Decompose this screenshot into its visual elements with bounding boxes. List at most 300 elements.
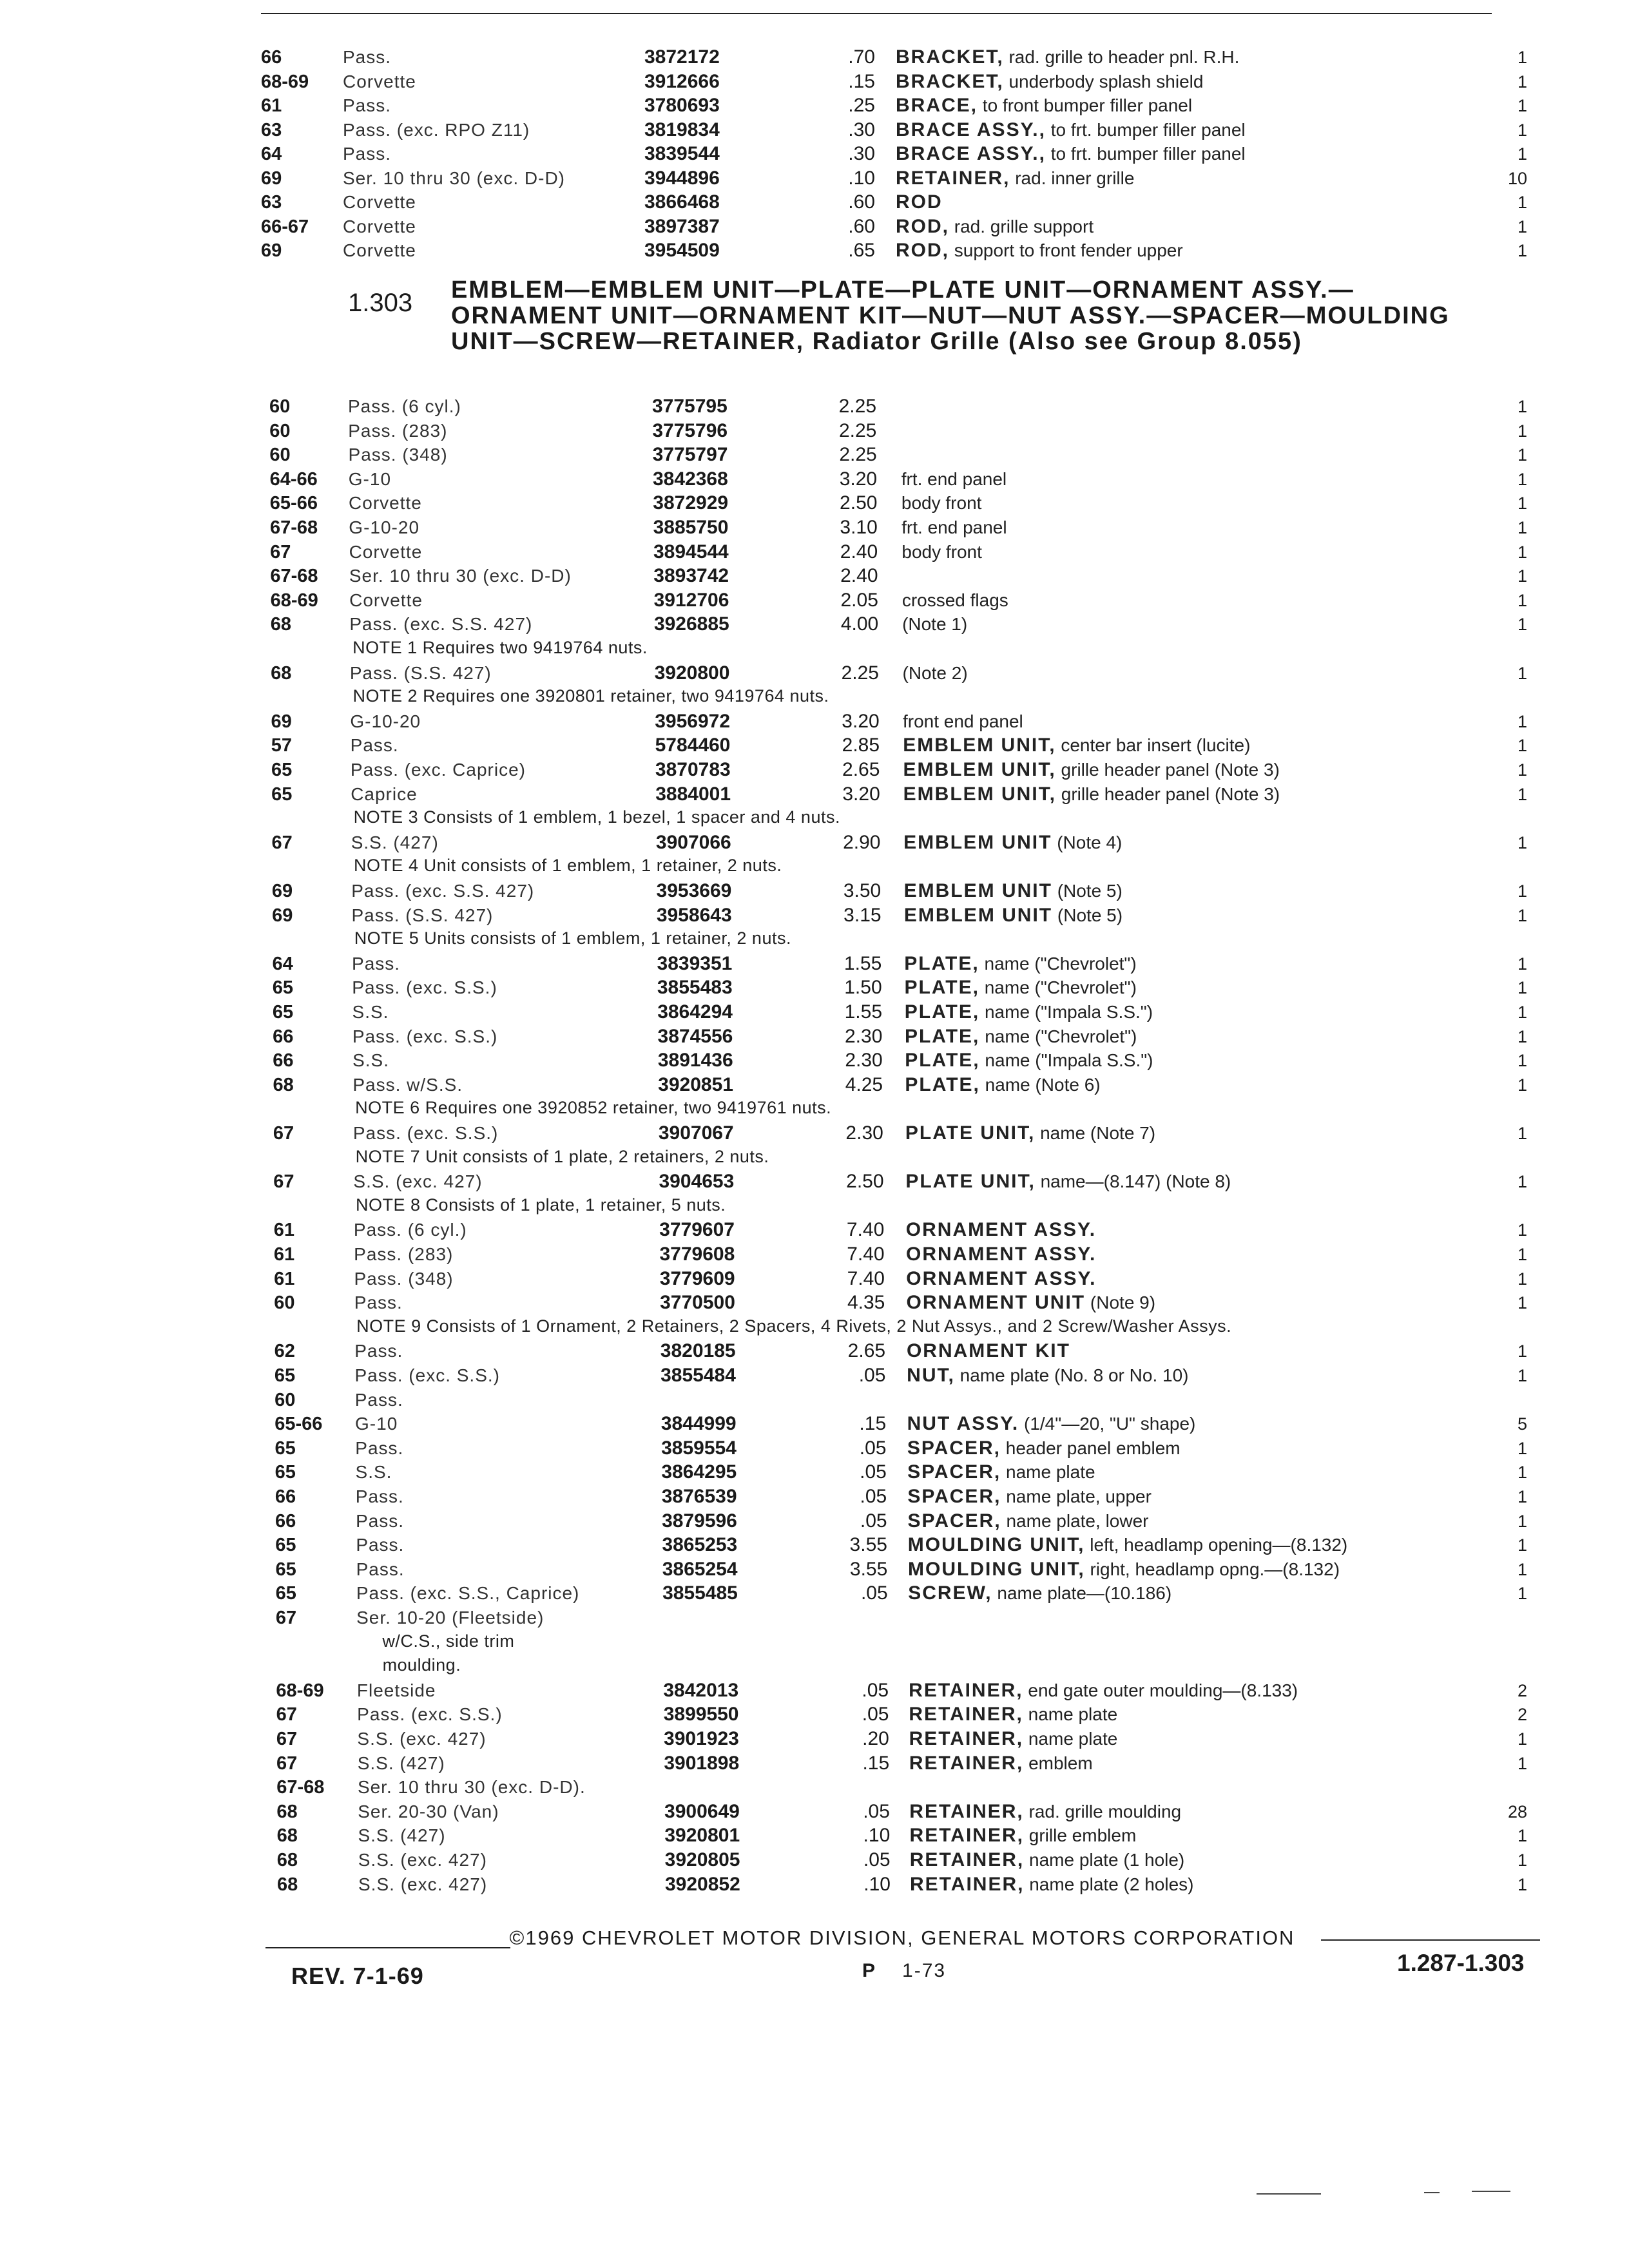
part-name: PLATE, bbox=[904, 1001, 980, 1023]
part-number-cell: 3842013 bbox=[663, 1679, 739, 1701]
part-detail: name plate (1 hole) bbox=[1029, 1850, 1185, 1870]
section-number: 1.303 bbox=[348, 289, 413, 317]
table-row bbox=[0, 1485, 1629, 1509]
table-row bbox=[0, 419, 1629, 443]
description-cell bbox=[902, 588, 1008, 613]
part-number-cell: 3839351 bbox=[657, 952, 733, 974]
table-row bbox=[0, 166, 1629, 191]
part-name: ROD bbox=[896, 191, 943, 213]
model-cell: Pass. (6 cyl.) bbox=[348, 396, 461, 416]
table-row bbox=[0, 1581, 1629, 1606]
table-row bbox=[0, 118, 1629, 142]
price-cell: 7.40 bbox=[847, 1267, 885, 1289]
quantity-cell: 1 bbox=[1517, 1463, 1527, 1483]
part-number-cell: 3926885 bbox=[653, 613, 729, 635]
table-row bbox=[0, 1557, 1629, 1582]
model-cell: Pass. bbox=[354, 1293, 403, 1313]
part-name: SPACER, bbox=[907, 1461, 1001, 1483]
part-number-cell: 3820185 bbox=[660, 1340, 736, 1362]
table-row bbox=[0, 1823, 1629, 1848]
part-detail: name plate bbox=[1006, 1462, 1095, 1483]
part-number-cell: 3865254 bbox=[662, 1558, 738, 1580]
description-cell bbox=[908, 1509, 1149, 1533]
part-number-cell: 3770500 bbox=[660, 1292, 735, 1314]
model-cell: Corvette bbox=[343, 192, 416, 212]
model-cell: Corvette bbox=[343, 216, 416, 236]
part-name: NUT ASSY. bbox=[907, 1413, 1019, 1435]
part-detail: (Note 5) bbox=[1057, 881, 1123, 901]
price-cell: 7.40 bbox=[847, 1244, 885, 1265]
section-title-sub: Radiator Grille (Also see Group 8.055) bbox=[812, 328, 1302, 355]
part-detail: (Note 9) bbox=[1090, 1293, 1156, 1313]
part-number-cell: 3893742 bbox=[653, 565, 729, 587]
table-row bbox=[0, 238, 1629, 263]
table-row bbox=[0, 1339, 1629, 1363]
table-row bbox=[0, 588, 1629, 613]
year-cell: 57 bbox=[271, 735, 293, 756]
footnote: NOTE 1 Requires two 9419764 nuts. bbox=[352, 638, 648, 657]
quantity-cell: 1 bbox=[1517, 1511, 1527, 1531]
price-cell: .05 bbox=[860, 1582, 888, 1604]
price-cell: 2.25 bbox=[841, 662, 879, 684]
model-continuation: moulding. bbox=[382, 1655, 461, 1675]
price-cell: .30 bbox=[848, 119, 875, 140]
price-cell: 3.20 bbox=[842, 783, 880, 805]
price-cell: 2.30 bbox=[845, 1050, 883, 1072]
quantity-cell: 1 bbox=[1517, 1559, 1527, 1579]
table-row bbox=[0, 515, 1629, 540]
quantity-cell: 1 bbox=[1517, 832, 1527, 852]
footnote: NOTE 3 Consists of 1 emblem, 1 bezel, 1 spacer and 4 nuts. bbox=[353, 807, 840, 827]
year-cell: 65-66 bbox=[269, 493, 318, 514]
table-row bbox=[0, 45, 1629, 70]
description-cell bbox=[903, 782, 1280, 807]
price-cell: 7.40 bbox=[846, 1219, 885, 1241]
table-row bbox=[0, 733, 1629, 758]
price-cell: .05 bbox=[860, 1510, 887, 1532]
part-detail: name ("Impala S.S.") bbox=[984, 1002, 1153, 1022]
quantity-cell: 1 bbox=[1517, 615, 1527, 635]
price-cell: 4.00 bbox=[840, 613, 879, 635]
price-cell: 3.20 bbox=[839, 468, 878, 490]
year-cell: 65 bbox=[275, 1462, 296, 1483]
price-cell: 3.20 bbox=[842, 710, 880, 732]
table-row bbox=[0, 975, 1629, 1000]
year-cell: 68-69 bbox=[276, 1680, 324, 1701]
quantity-cell: 1 bbox=[1517, 1269, 1527, 1289]
price-cell: 2.65 bbox=[847, 1340, 886, 1362]
model-cell: Pass. (exc. S.S.) bbox=[352, 1026, 498, 1046]
model-cell: Corvette bbox=[349, 590, 423, 610]
part-name: EMBLEM UNIT bbox=[903, 904, 1053, 926]
description-cell bbox=[907, 1485, 1152, 1509]
part-number-cell: 3953669 bbox=[656, 880, 732, 901]
part-name: NUT, bbox=[907, 1365, 955, 1386]
model-cell: Pass. (283) bbox=[354, 1244, 454, 1264]
description-cell bbox=[905, 1073, 1100, 1097]
price-cell: 2.50 bbox=[846, 1171, 884, 1193]
description-cell bbox=[896, 238, 1183, 263]
table-row bbox=[0, 612, 1629, 637]
part-detail: body front bbox=[901, 493, 982, 514]
part-detail: end gate outer moulding—(8.133) bbox=[1028, 1680, 1298, 1700]
model-cell: Pass. (exc. Caprice) bbox=[350, 760, 526, 780]
price-cell: 2.25 bbox=[838, 396, 876, 417]
footnote: NOTE 2 Requires one 3920801 retainer, two 9419764 nuts. bbox=[352, 686, 829, 706]
price-cell: 2.30 bbox=[844, 1025, 883, 1047]
table-row bbox=[0, 1169, 1629, 1194]
year-cell: 65 bbox=[275, 1535, 296, 1556]
part-name: RETAINER, bbox=[910, 1873, 1025, 1895]
model-cell: Pass. bbox=[343, 95, 392, 115]
part-detail: (Note 4) bbox=[1057, 832, 1123, 852]
table-row bbox=[0, 1509, 1629, 1533]
description-cell bbox=[908, 1533, 1347, 1557]
quantity-cell: 1 bbox=[1517, 1729, 1527, 1749]
model-cell: Pass. bbox=[343, 144, 392, 164]
price-cell: .10 bbox=[863, 1825, 891, 1847]
section-title-main: EMBLEM—EMBLEM UNIT—PLATE—PLATE UNIT—ORNAMENT ASSY.—ORNAMENT UNIT—ORNAMENT KIT—NUT—NUT ASSY.—SPACER—MOULDING UNIT—SCREW—RETAINER, bbox=[451, 276, 1450, 355]
quantity-cell: 1 bbox=[1517, 1874, 1527, 1894]
part-detail: name (Note 7) bbox=[1040, 1123, 1156, 1143]
part-detail: grille header panel (Note 3) bbox=[1061, 783, 1280, 804]
description-cell bbox=[904, 879, 1123, 903]
part-detail: rad. inner grille bbox=[1015, 168, 1135, 188]
part-detail: name plate—(10.186) bbox=[997, 1583, 1172, 1604]
part-number-cell: 3901898 bbox=[664, 1752, 740, 1774]
year-cell: 67-68 bbox=[269, 517, 318, 538]
table-row bbox=[0, 831, 1629, 855]
model-cell: Caprice bbox=[351, 783, 418, 804]
part-number-cell: 3894544 bbox=[653, 541, 729, 562]
year-cell: 62 bbox=[274, 1341, 295, 1362]
quantity-cell: 1 bbox=[1517, 48, 1527, 67]
page-number-value: 1-73 bbox=[902, 1960, 947, 1981]
model-cell: Pass. (S.S. 427) bbox=[351, 905, 494, 925]
model-cell: Pass. (S.S. 427) bbox=[349, 662, 492, 683]
part-name: RETAINER, bbox=[909, 1825, 1024, 1847]
model-cell: Pass. bbox=[343, 47, 392, 67]
part-name: ORNAMENT ASSY. bbox=[905, 1219, 1097, 1241]
quantity-cell: 1 bbox=[1517, 144, 1527, 164]
year-cell: 68 bbox=[270, 614, 292, 635]
part-name: PLATE, bbox=[904, 977, 979, 999]
model-cell: S.S. bbox=[352, 1002, 389, 1022]
table-row bbox=[0, 394, 1629, 419]
part-number-cell: 3944896 bbox=[644, 167, 720, 189]
part-number-cell: 3780693 bbox=[644, 95, 720, 116]
description-cell bbox=[905, 1024, 1137, 1049]
price-cell: 2.25 bbox=[839, 444, 877, 466]
description-cell bbox=[905, 975, 1137, 1000]
part-number-cell: 3842368 bbox=[652, 468, 728, 490]
model-cell: G-10-20 bbox=[349, 517, 420, 537]
year-cell: 67 bbox=[273, 1123, 294, 1144]
quantity-cell: 1 bbox=[1517, 518, 1527, 537]
footer-rule-right bbox=[1321, 1939, 1540, 1941]
price-cell: 1.50 bbox=[844, 977, 882, 999]
model-cell: S.S. (exc. 427) bbox=[353, 1171, 483, 1192]
part-detail: name plate bbox=[1028, 1729, 1118, 1749]
table-row bbox=[0, 952, 1629, 976]
quantity-cell: 1 bbox=[1517, 445, 1527, 465]
quantity-cell: 1 bbox=[1517, 760, 1527, 780]
part-name: MOULDING UNIT, bbox=[907, 1534, 1085, 1556]
year-cell: 66 bbox=[275, 1486, 296, 1507]
price-cell: .60 bbox=[848, 215, 875, 237]
quantity-cell: 1 bbox=[1517, 711, 1527, 731]
year-cell: 64 bbox=[272, 953, 293, 974]
table-row bbox=[0, 1702, 1629, 1727]
part-detail: name ("Chevrolet") bbox=[984, 953, 1137, 974]
part-detail: (Note 2) bbox=[902, 662, 968, 683]
price-cell: 2.50 bbox=[840, 492, 878, 514]
model-cell: G-10 bbox=[348, 468, 392, 489]
quantity-cell: 1 bbox=[1517, 241, 1527, 260]
description-cell bbox=[905, 1169, 1231, 1194]
part-number-cell: 3885750 bbox=[653, 517, 729, 538]
quantity-cell: 1 bbox=[1517, 193, 1527, 212]
year-cell: 68 bbox=[276, 1850, 298, 1870]
year-cell: 65 bbox=[275, 1559, 296, 1580]
quantity-cell: 1 bbox=[1517, 784, 1527, 804]
model-cell: Ser. 10 thru 30 (exc. D-D) bbox=[343, 168, 566, 188]
quantity-cell: 1 bbox=[1517, 1584, 1527, 1604]
price-cell: .05 bbox=[862, 1679, 889, 1701]
part-detail: emblem bbox=[1028, 1753, 1093, 1773]
part-name: ORNAMENT UNIT bbox=[906, 1292, 1086, 1314]
year-cell: 67 bbox=[275, 1608, 297, 1628]
table-row bbox=[0, 1727, 1629, 1751]
year-cell: 63 bbox=[261, 192, 282, 213]
price-cell: .30 bbox=[848, 143, 875, 164]
model-cell: Pass. (348) bbox=[354, 1268, 454, 1289]
year-cell: 69 bbox=[261, 240, 282, 261]
description-cell bbox=[904, 903, 1123, 928]
part-number-cell: 3907066 bbox=[655, 831, 731, 853]
year-cell: 65 bbox=[271, 760, 293, 780]
year-cell: 65 bbox=[275, 1437, 296, 1459]
part-name: RETAINER, bbox=[909, 1728, 1024, 1749]
description-cell bbox=[901, 515, 1007, 540]
part-number-cell: 3920805 bbox=[664, 1849, 740, 1870]
year-cell: 61 bbox=[273, 1244, 295, 1265]
table-row bbox=[0, 1024, 1629, 1049]
price-cell: .15 bbox=[862, 1752, 890, 1774]
part-number-cell: 3884001 bbox=[655, 783, 731, 805]
part-number-cell: 3865253 bbox=[662, 1534, 738, 1556]
part-detail: rad. grille moulding bbox=[1028, 1801, 1182, 1821]
page-number bbox=[862, 1960, 946, 1982]
year-cell: 60 bbox=[275, 1389, 296, 1410]
quantity-cell: 1 bbox=[1517, 397, 1527, 416]
model-cell: Pass. (exc. S.S. 427) bbox=[349, 614, 533, 635]
description-cell bbox=[896, 142, 1246, 166]
part-detail: support to front fender upper bbox=[954, 240, 1183, 260]
model-cell: Pass. (283) bbox=[348, 420, 448, 441]
model-cell: Ser. 20-30 (Van) bbox=[358, 1801, 499, 1821]
footnote: NOTE 6 Requires one 3920852 retainer, two 9419761 nuts. bbox=[355, 1098, 832, 1118]
year-cell: 69 bbox=[271, 881, 293, 901]
model-cell: Pass. bbox=[356, 1559, 405, 1579]
part-number-cell: 3864295 bbox=[661, 1461, 737, 1483]
part-detail: name ("Chevrolet") bbox=[984, 977, 1137, 998]
table-row bbox=[0, 491, 1629, 515]
part-detail: center bar insert (lucite) bbox=[1061, 735, 1251, 756]
part-name: RETAINER, bbox=[909, 1679, 1023, 1701]
part-detail: to frt. bumper filler panel bbox=[1050, 144, 1246, 164]
table-row bbox=[0, 758, 1629, 782]
description-cell bbox=[906, 1267, 1096, 1291]
year-cell: 65 bbox=[271, 783, 293, 805]
year-cell: 67 bbox=[271, 832, 293, 853]
year-cell: 68 bbox=[273, 1074, 294, 1095]
quantity-cell: 1 bbox=[1517, 954, 1527, 974]
quantity-cell: 5 bbox=[1517, 1414, 1527, 1434]
table-row bbox=[0, 1606, 1629, 1630]
part-number-cell: 3844999 bbox=[660, 1413, 737, 1435]
price-cell: 4.35 bbox=[847, 1292, 885, 1314]
price-cell: .05 bbox=[858, 1365, 886, 1386]
part-detail: body front bbox=[901, 541, 982, 562]
part-number-cell: 3897387 bbox=[644, 215, 720, 237]
model-cell: Pass. (exc. RPO Z11) bbox=[343, 119, 530, 140]
price-cell: .05 bbox=[860, 1486, 887, 1507]
quantity-cell: 1 bbox=[1517, 1003, 1527, 1022]
section-range: 1.287-1.303 bbox=[1397, 1950, 1525, 1976]
description-cell bbox=[907, 1460, 1095, 1485]
year-cell: 65-66 bbox=[275, 1414, 323, 1435]
part-name: BRACKET, bbox=[896, 46, 1004, 68]
description-cell bbox=[906, 1218, 1096, 1242]
year-cell: 66-67 bbox=[261, 216, 309, 237]
description-cell bbox=[901, 467, 1007, 492]
quantity-cell: 1 bbox=[1517, 542, 1527, 562]
description-cell bbox=[901, 540, 982, 564]
part-number-cell: 3899550 bbox=[663, 1704, 739, 1725]
quantity-cell: 1 bbox=[1517, 1826, 1527, 1846]
table-row bbox=[0, 1775, 1629, 1800]
quantity-cell: 1 bbox=[1517, 736, 1527, 756]
part-detail: name plate, upper bbox=[1006, 1486, 1152, 1506]
table-row bbox=[0, 70, 1629, 94]
price-cell: 2.05 bbox=[840, 589, 878, 611]
year-cell: 65 bbox=[272, 977, 293, 999]
description-cell bbox=[908, 1557, 1340, 1582]
footnote: NOTE 8 Consists of 1 plate, 1 retainer, 5 nuts. bbox=[356, 1195, 726, 1215]
quantity-cell: 1 bbox=[1517, 120, 1527, 140]
quantity-cell: 1 bbox=[1517, 421, 1527, 441]
year-cell: 67 bbox=[273, 1171, 294, 1193]
footnote: NOTE 7 Unit consists of 1 plate, 2 retainers, 2 nuts. bbox=[355, 1146, 769, 1166]
part-detail: to front bumper filler panel bbox=[982, 95, 1193, 115]
part-detail: right, headlamp opng.—(8.132) bbox=[1090, 1559, 1340, 1579]
model-cell: S.S. (exc. 427) bbox=[358, 1850, 487, 1870]
price-cell: 3.50 bbox=[843, 880, 882, 901]
quantity-cell: 10 bbox=[1507, 168, 1527, 188]
description-cell bbox=[903, 831, 1122, 855]
table-row bbox=[0, 1533, 1629, 1557]
scan-mark bbox=[1424, 2192, 1440, 2193]
part-name: EMBLEM UNIT, bbox=[903, 759, 1056, 780]
part-name: RETAINER, bbox=[909, 1849, 1025, 1870]
part-detail: (Note 1) bbox=[902, 614, 968, 635]
model-cell: S.S. (exc. 427) bbox=[358, 1874, 488, 1894]
price-cell: .05 bbox=[860, 1461, 887, 1483]
table-row bbox=[0, 1048, 1629, 1073]
quantity-cell: 1 bbox=[1517, 1341, 1527, 1361]
price-cell: 2.90 bbox=[843, 831, 881, 853]
model-cell: Ser. 10 thru 30 (exc. D-D). bbox=[357, 1777, 586, 1798]
part-number-cell: 3779609 bbox=[659, 1267, 735, 1289]
table-row bbox=[0, 1751, 1629, 1776]
quantity-cell: 1 bbox=[1517, 1245, 1527, 1264]
model-cell: G-10-20 bbox=[350, 711, 421, 731]
quantity-cell: 1 bbox=[1517, 566, 1527, 586]
quantity-cell: 1 bbox=[1517, 1026, 1527, 1046]
price-cell: .10 bbox=[863, 1873, 891, 1895]
part-name: BRACE ASSY., bbox=[896, 119, 1046, 140]
price-cell: .05 bbox=[863, 1849, 891, 1870]
part-detail: name ("Impala S.S.") bbox=[985, 1050, 1153, 1071]
part-number-cell: 3920801 bbox=[664, 1825, 740, 1847]
model-cell: Pass. bbox=[355, 1437, 404, 1458]
model-continuation: w/C.S., side trim bbox=[382, 1631, 515, 1651]
part-detail: name plate (2 holes) bbox=[1029, 1874, 1194, 1894]
description-cell bbox=[907, 1363, 1188, 1388]
model-cell: Pass. bbox=[350, 735, 399, 756]
quantity-cell: 1 bbox=[1517, 1438, 1527, 1458]
description-cell bbox=[906, 1291, 1155, 1315]
part-number-cell: 3900649 bbox=[664, 1800, 740, 1822]
description-cell bbox=[905, 1121, 1155, 1146]
description-cell bbox=[904, 952, 1136, 976]
description-cell bbox=[902, 612, 967, 637]
description-cell bbox=[903, 709, 1023, 734]
part-name: EMBLEM UNIT, bbox=[903, 783, 1056, 805]
year-cell: 69 bbox=[272, 905, 293, 926]
model-cell: S.S. (exc. 427) bbox=[357, 1729, 487, 1749]
description-cell bbox=[909, 1678, 1298, 1703]
model-cell: Pass. bbox=[352, 953, 401, 974]
part-name: BRACE ASSY., bbox=[896, 143, 1046, 164]
part-detail: front end panel bbox=[902, 711, 1023, 731]
table-row bbox=[0, 1872, 1629, 1897]
table-row bbox=[0, 1363, 1629, 1388]
price-cell: 2.25 bbox=[838, 419, 877, 441]
part-detail: name (Note 6) bbox=[985, 1074, 1101, 1095]
part-name: PLATE, bbox=[904, 1025, 980, 1047]
table-row bbox=[0, 443, 1629, 467]
copyright: ©1969 CHEVROLET MOTOR DIVISION, GENERAL MOTORS CORPORATION bbox=[509, 1927, 1295, 1949]
price-cell: 2.40 bbox=[840, 541, 878, 562]
part-name: PLATE, bbox=[904, 952, 979, 974]
part-name: SPACER, bbox=[907, 1486, 1001, 1507]
part-detail: (1/4"—20, "U" shape) bbox=[1024, 1414, 1196, 1434]
quantity-cell: 1 bbox=[1517, 1075, 1527, 1095]
model-cell: Pass. (exc. S.S. 427) bbox=[351, 881, 535, 901]
table-row bbox=[0, 1800, 1629, 1824]
part-name: PLATE, bbox=[905, 1073, 980, 1095]
description-cell bbox=[910, 1872, 1194, 1897]
part-name: SPACER, bbox=[907, 1437, 1001, 1459]
description-cell bbox=[896, 70, 1203, 94]
price-cell: .60 bbox=[848, 191, 875, 213]
part-number-cell: 3876539 bbox=[661, 1486, 737, 1507]
model-cell: Corvette bbox=[349, 493, 422, 514]
year-cell: 67-68 bbox=[276, 1777, 325, 1798]
price-cell: .20 bbox=[862, 1728, 889, 1749]
